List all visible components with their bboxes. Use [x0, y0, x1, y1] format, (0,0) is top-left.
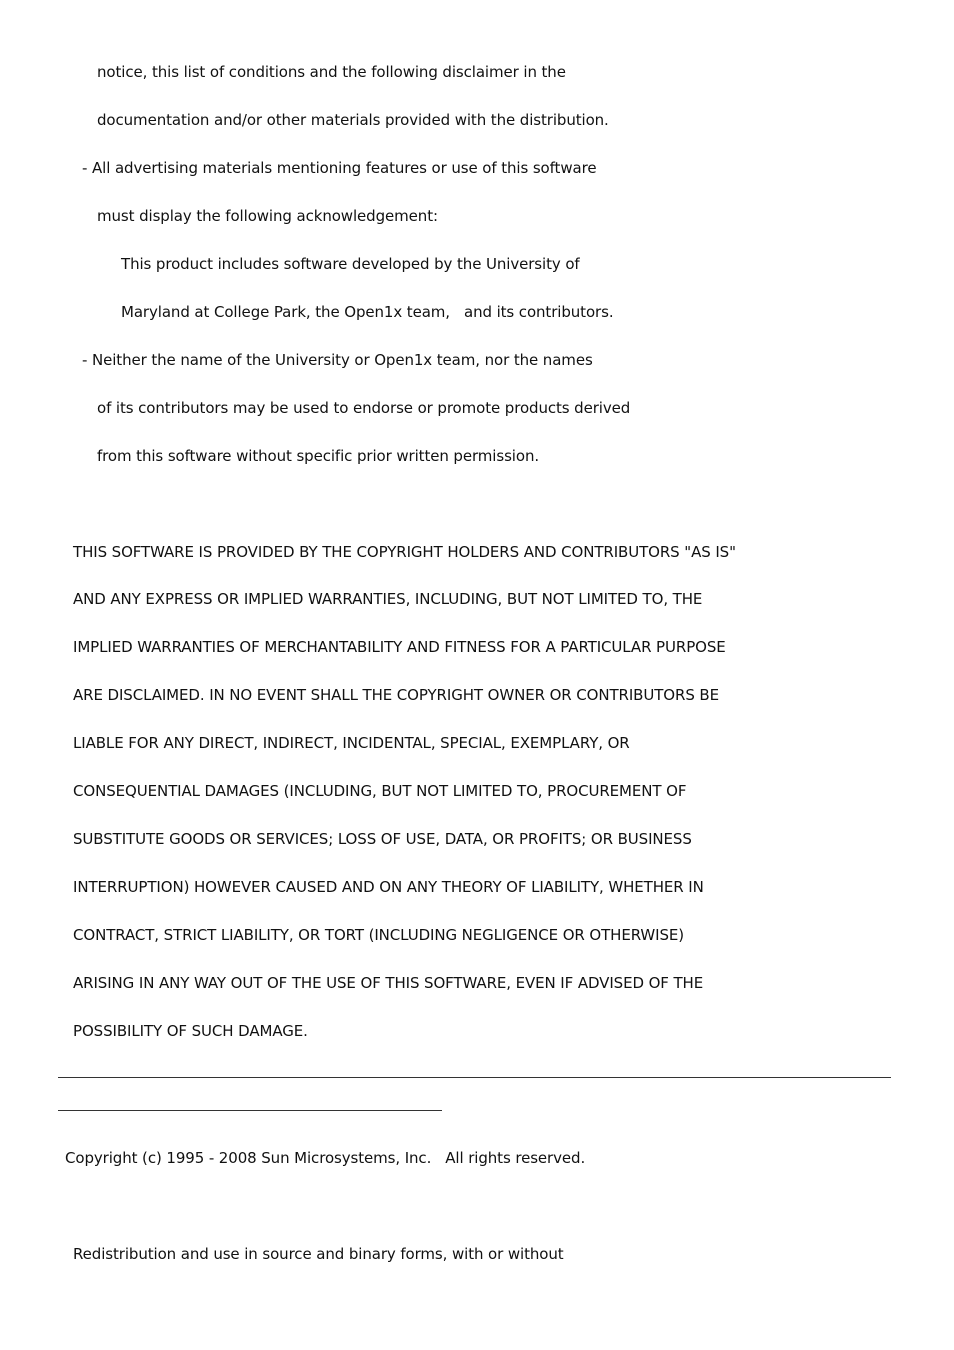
license-line: must display the following acknowledgement: — [97, 207, 438, 225]
license-line: - Neither the name of the University or Open1x team, nor the names — [82, 351, 593, 369]
license-line: This product includes software developed by the University of — [121, 255, 580, 273]
disclaimer-line: AND ANY EXPRESS OR IMPLIED WARRANTIES, INCLUDING, BUT NOT LIMITED TO, THE — [73, 590, 703, 608]
disclaimer-line: ARISING IN ANY WAY OUT OF THE USE OF THIS SOFTWARE, EVEN IF ADVISED OF THE — [73, 974, 704, 992]
separator-rule — [58, 1077, 891, 1078]
license-line: Maryland at College Park, the Open1x team, and its contributors. — [121, 303, 614, 321]
disclaimer-line: IMPLIED WARRANTIES OF MERCHANTABILITY AND FITNESS FOR A PARTICULAR PURPOSE — [73, 638, 726, 656]
license-line: - All advertising materials mentioning features or use of this software — [82, 159, 597, 177]
disclaimer-line: SUBSTITUTE GOODS OR SERVICES; LOSS OF USE, DATA, OR PROFITS; OR BUSINESS — [73, 830, 692, 848]
license-line: notice, this list of conditions and the following disclaimer in the — [97, 63, 566, 81]
copyright-notice: Copyright (c) 1995 - 2008 Sun Microsystems, Inc. All rights reserved. — [65, 1149, 586, 1167]
license-line: documentation and/or other materials provided with the distribution. — [97, 111, 609, 129]
disclaimer-line: CONSEQUENTIAL DAMAGES (INCLUDING, BUT NOT LIMITED TO, PROCUREMENT OF — [73, 782, 687, 800]
separator-rule-short — [58, 1110, 442, 1111]
disclaimer-line: ARE DISCLAIMED. IN NO EVENT SHALL THE COPYRIGHT OWNER OR CONTRIBUTORS BE — [73, 686, 719, 704]
license-line: from this software without specific prior written permission. — [97, 447, 540, 465]
disclaimer-line: THIS SOFTWARE IS PROVIDED BY THE COPYRIGHT HOLDERS AND CONTRIBUTORS "AS IS" — [73, 543, 736, 561]
disclaimer-line: LIABLE FOR ANY DIRECT, INDIRECT, INCIDENTAL, SPECIAL, EXEMPLARY, OR — [73, 734, 630, 752]
disclaimer-line: POSSIBILITY OF SUCH DAMAGE. — [73, 1022, 308, 1040]
license-line: of its contributors may be used to endorse or promote products derived — [97, 399, 631, 417]
redistribution-line: Redistribution and use in source and binary forms, with or without — [73, 1245, 564, 1263]
disclaimer-line: CONTRACT, STRICT LIABILITY, OR TORT (INCLUDING NEGLIGENCE OR OTHERWISE) — [73, 926, 685, 944]
disclaimer-line: INTERRUPTION) HOWEVER CAUSED AND ON ANY THEORY OF LIABILITY, WHETHER IN — [73, 878, 704, 896]
